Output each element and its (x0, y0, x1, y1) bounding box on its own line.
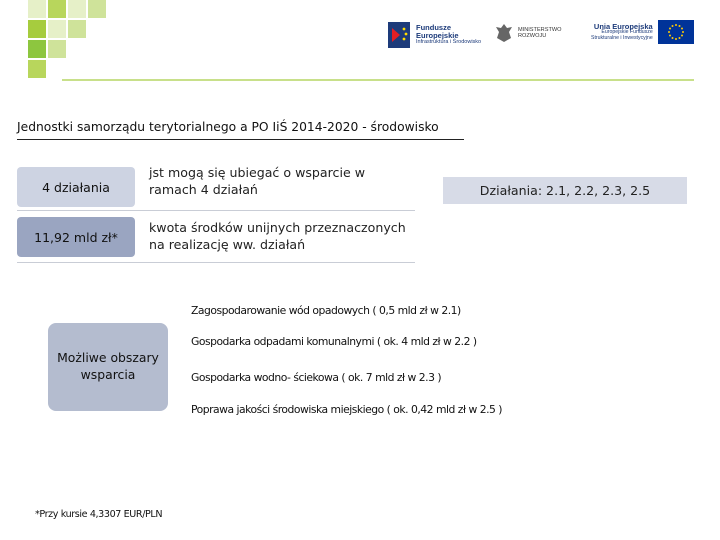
polish-eagle-emblem-icon (494, 22, 514, 44)
support-areas-box: Możliwe obszary wsparcia (48, 323, 168, 411)
title-underline (17, 139, 464, 140)
actions-count-description: jst mogą się ubiegać o wsparcie w ramach 4 działań (149, 165, 366, 197)
logo-strip (386, 18, 696, 60)
fundusze-line2: Europejskie (416, 31, 459, 41)
ministerstwo-line1: MINISTERSTWO (518, 26, 562, 33)
header-divider (62, 79, 694, 81)
slide-title: Jednostki samorządu terytorialnego a PO IiŚ 2014-2020 - środowisko (17, 120, 439, 134)
exchange-rate-footnote: *Przy kursie 4,3307 EUR/PLN (35, 509, 163, 520)
fundusze-europejskie-logo (386, 20, 481, 50)
actions-list-box: Działania: 2.1, 2.2, 2.3, 2.5 (443, 177, 687, 204)
unia-line3: Strukturalne i Inwestycyjne (591, 34, 653, 41)
actions-count-badge: 4 działania (17, 167, 135, 207)
ministerstwo-line2: ROZWOJU (518, 33, 547, 39)
row-divider (17, 210, 415, 211)
fundusze-line3: Infrastruktura i Środowisko (416, 38, 482, 45)
eu-flag-icon (658, 20, 694, 44)
fundusze-europejskie-icon (386, 20, 412, 50)
support-area-item: Gospodarka wodno- ściekowa ( ok. 7 mld zł w 2.3 ) (191, 371, 442, 384)
row-divider (17, 262, 415, 263)
unia-line1: Unia Europejska (593, 21, 653, 31)
funds-amount-description: kwota środków unijnych przeznaczonych na realizację ww. działań (149, 220, 406, 252)
support-area-item: Poprawa jakości środowiska miejskiego ( ok. 0,42 mld zł w 2.5 ) (191, 403, 503, 416)
support-area-item: Zagospodarowanie wód opadowych ( 0,5 mld zł w 2.1) (191, 304, 461, 317)
fundusze-line1: Fundusze (416, 23, 451, 33)
ministerstwo-rozwoju-logo (494, 22, 562, 44)
unia-line2: Europejskie Fundusze (601, 29, 653, 36)
unia-europejska-logo (591, 20, 694, 44)
support-area-item: Gospodarka odpadami komunalnymi ( ok. 4 mld zł w 2.2 ) (191, 335, 477, 348)
funds-amount-badge: 11,92 mld zł* (17, 217, 135, 257)
